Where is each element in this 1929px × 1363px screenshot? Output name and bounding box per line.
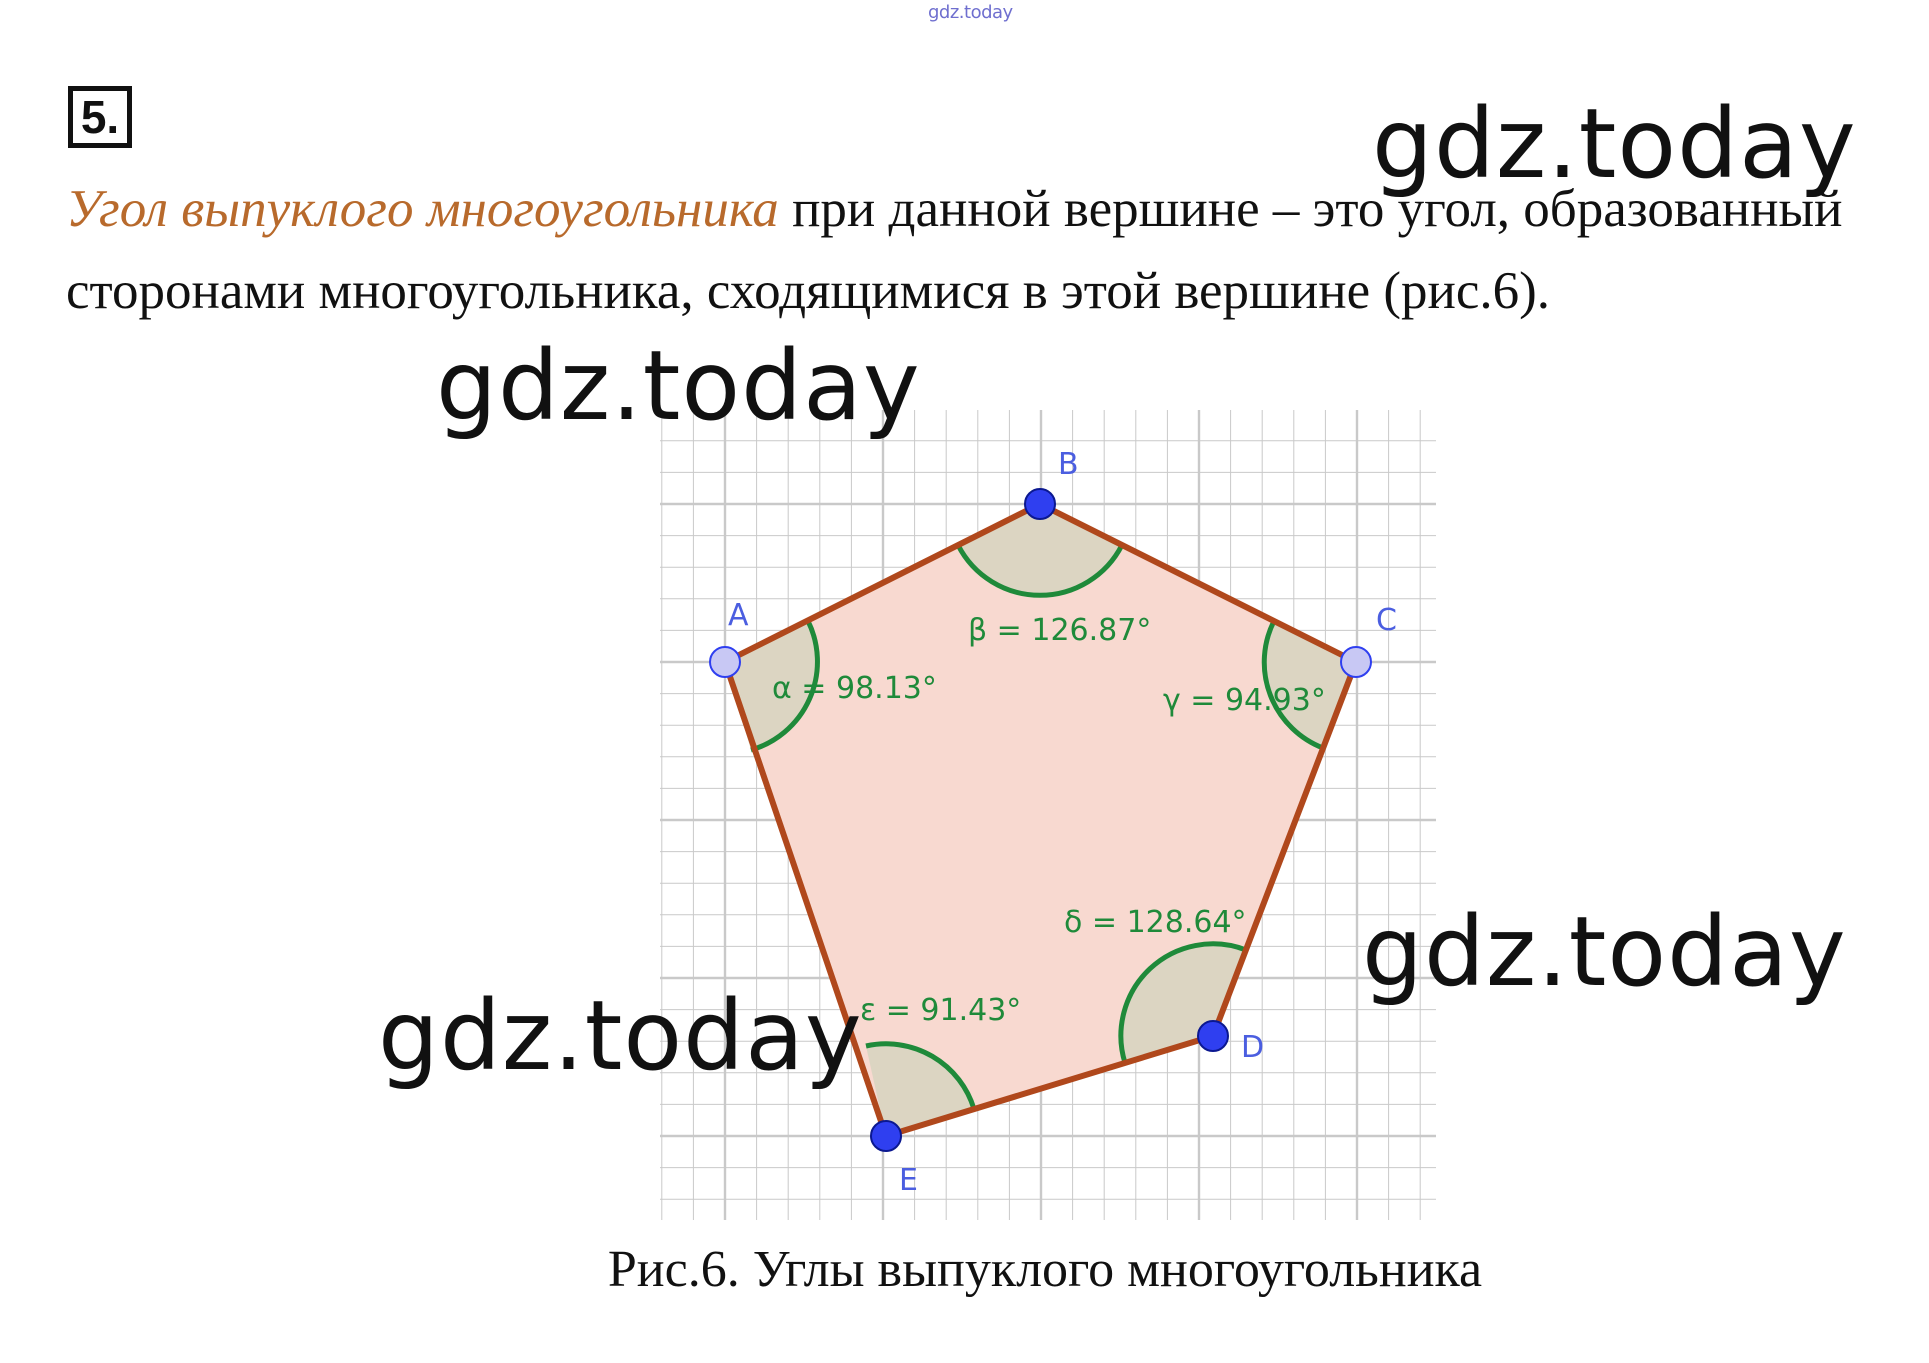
exercise-number: 5.	[68, 86, 132, 148]
figure-caption: Рис.6. Углы выпуклого многоугольника	[607, 1241, 1483, 1298]
vertex-label-c: C	[1376, 603, 1397, 638]
watermark-middle: gdz.today	[436, 330, 921, 442]
angle-label-gamma: γ = 94.93°	[1163, 683, 1326, 718]
definition-term: Угол выпуклого многоугольника	[66, 180, 779, 238]
angle-label-alpha: α = 98.13°	[772, 671, 937, 706]
vertex-point-b	[1025, 489, 1055, 519]
vertex-label-d: D	[1241, 1030, 1265, 1065]
angle-label-delta: δ = 128.64°	[1064, 905, 1247, 940]
top-watermark: gdz.today	[928, 2, 1013, 23]
vertex-point-d	[1198, 1021, 1228, 1051]
definition-body: при данной вершине – это угол, образованный сторонами многоугольника, сходящимися в этой вершине (рис.6).	[66, 180, 1843, 320]
polygon-figure	[652, 404, 1438, 1224]
vertex-point-a	[710, 647, 740, 677]
angle-label-beta: β = 126.87°	[968, 613, 1152, 648]
vertex-label-b: B	[1058, 447, 1079, 482]
vertex-label-a: A	[728, 598, 749, 633]
vertex-point-e	[871, 1121, 901, 1151]
watermark-left: gdz.today	[378, 980, 863, 1092]
angle-label-epsilon: ε = 91.43°	[860, 993, 1022, 1028]
watermark-right: gdz.today	[1362, 896, 1847, 1008]
vertex-label-e: E	[899, 1163, 918, 1198]
watermark-top-right: gdz.today	[1372, 88, 1857, 200]
vertex-point-c	[1341, 647, 1371, 677]
